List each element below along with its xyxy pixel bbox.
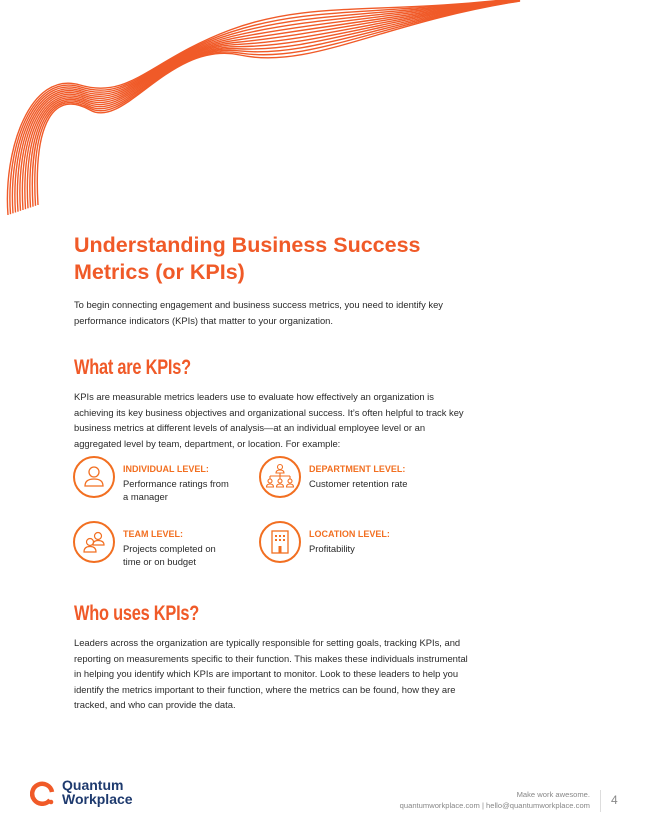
intro-paragraph: To begin connecting engagement and business success metrics, you need to identify key performance indicators (KPIs) that matter to your organization. (74, 299, 443, 326)
person-icon (73, 456, 115, 498)
individual-level (73, 464, 233, 503)
what-heading: What are KPIs? (74, 356, 191, 379)
team-level (73, 529, 233, 568)
level-text: Profitability (309, 543, 355, 554)
tagline: Make work awesome. (516, 790, 590, 799)
level-text: Customer retention rate (309, 478, 408, 489)
level-heading: INDIVIDUAL LEVEL: (123, 464, 209, 474)
level-heading: DEPARTMENT LEVEL: (309, 464, 406, 474)
decorative-wave-lines (0, 0, 649, 220)
building-icon (259, 521, 301, 563)
level-text: Projects completed on time or on budget (123, 543, 216, 567)
who-heading: Who uses KPIs? (74, 602, 200, 625)
logo-q-icon (30, 778, 56, 806)
department-level (259, 464, 419, 498)
footer-divider (600, 790, 601, 812)
logo-line1: Quantum (62, 777, 124, 793)
org-chart-icon (259, 456, 301, 498)
level-text: Performance ratings from a manager (123, 478, 229, 502)
location-level (259, 529, 419, 563)
page-number: 4 (611, 793, 618, 807)
team-icon (73, 521, 115, 563)
who-paragraph: Leaders across the organization are typically responsible for setting goals, tracking KPIs, and reporting on measurements specific to their function. This makes these individuals instrumental in helping you identify which KPIs are important to monitor. Look to these leaders to help you identify the metrics important to their function, where the metrics can be found, how they are tracked, and who can provide the data. (74, 637, 468, 711)
logo-line2: Workplace (62, 791, 133, 807)
level-heading: LOCATION LEVEL: (309, 529, 390, 539)
footer-info (400, 789, 590, 811)
page-title: Understanding Business Success Metrics (or KPIs) (74, 233, 421, 284)
level-heading: TEAM LEVEL: (123, 529, 183, 539)
contact-info: quantumworkplace.com | hello@quantumworkplace.com (399, 801, 590, 810)
what-paragraph: KPIs are measurable metrics leaders use to evaluate how effectively an organization is achieving its key business objectives and organizational success. It’s often helpful to track key business metrics at different levels of analysis—at an individual employee level or an aggregated level by team, department, or location. For example: (74, 391, 464, 449)
quantum-workplace-logo (30, 778, 133, 806)
